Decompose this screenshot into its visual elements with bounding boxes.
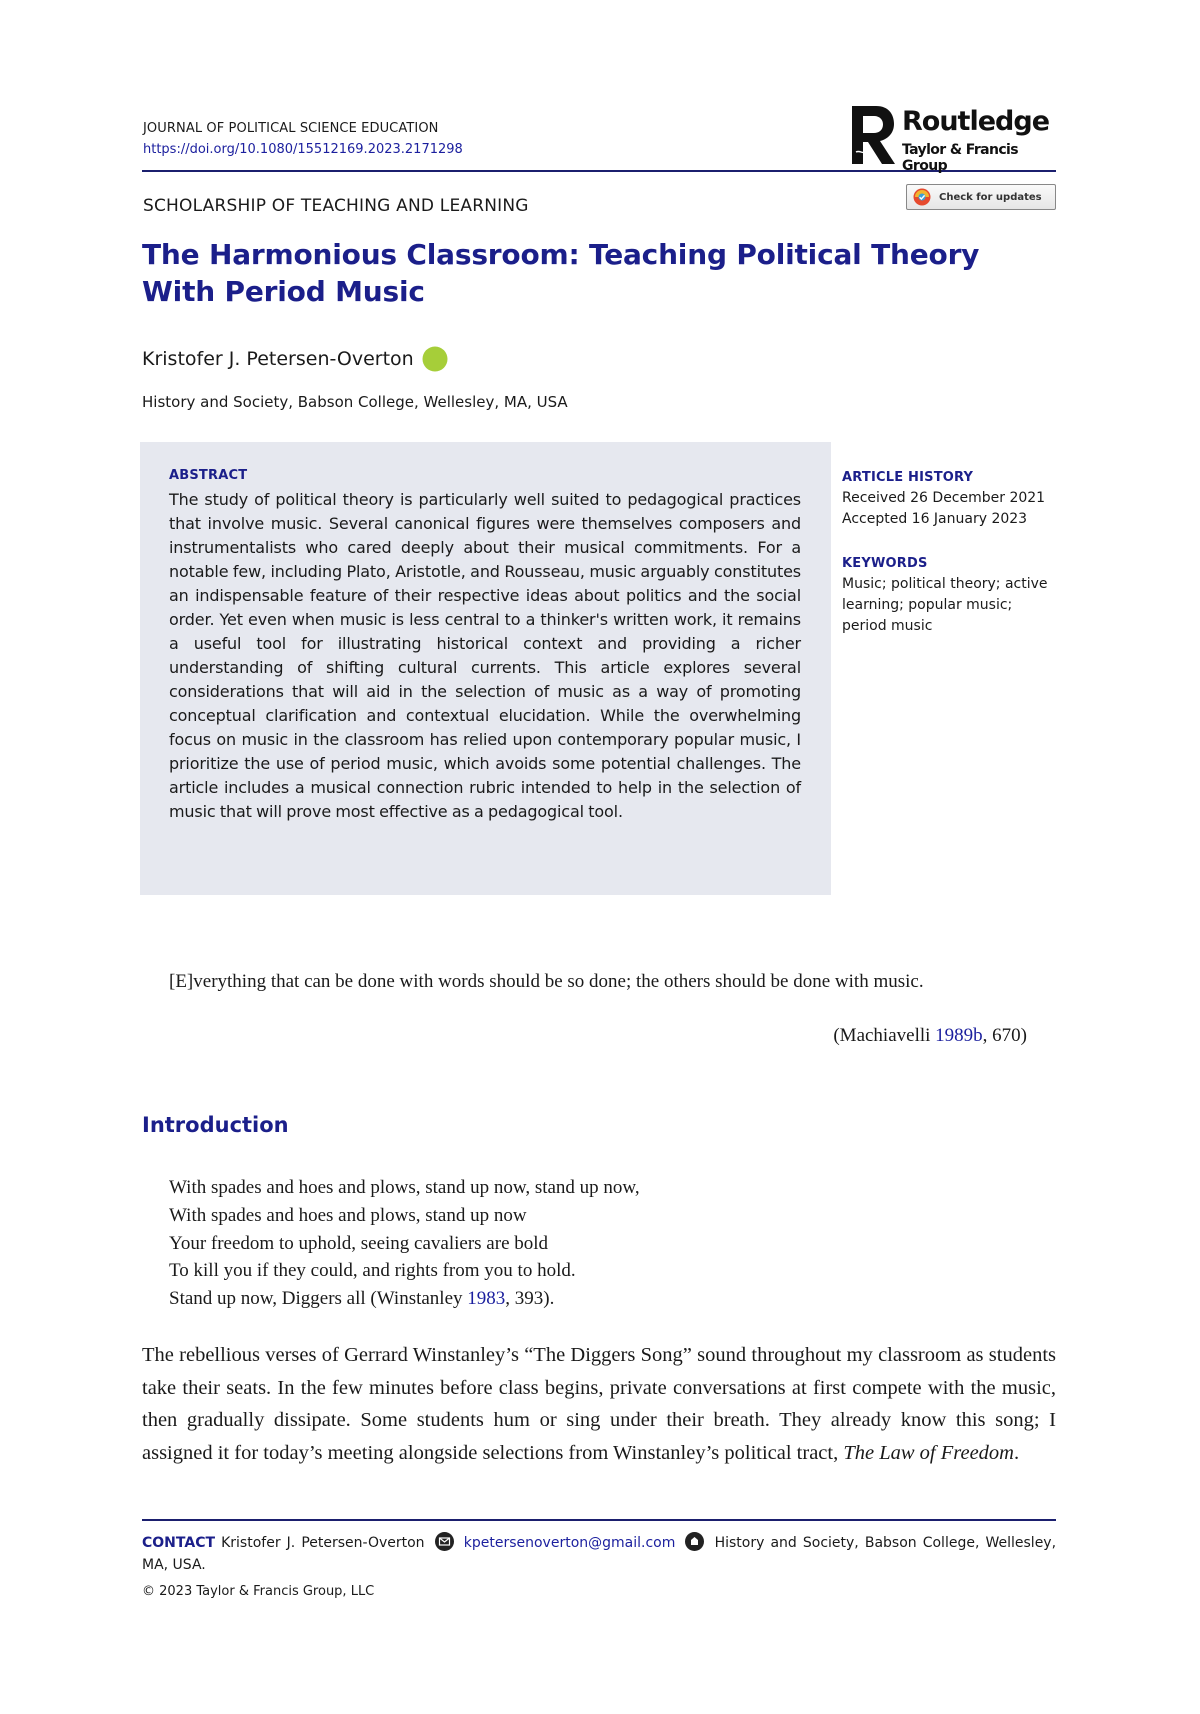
contact-address: History and Society, Babson College, Wellesley, MA, USA. (142, 1535, 1057, 1573)
paragraph-text: The rebellious verses of Gerrard Winstanley’s “The Diggers Song” sound throughout my classroom as students take their seats. In the few minutes before class begins, private conversations at first compete with the music, then gradually dissipate. Some students hum or sing under their breath. They already know this song; I assigned it for today’s meeting alongside selections from Winstanley’s political tract, (142, 1344, 1056, 1464)
citation-link[interactable]: 1983 (467, 1288, 506, 1310)
address-icon (685, 1532, 704, 1551)
publisher-name: Routledge (902, 106, 1050, 137)
copyright: © 2023 Taylor & Francis Group, LLC (142, 1584, 375, 1599)
verse-line (169, 1285, 640, 1313)
keywords-heading: KEYWORDS (842, 556, 928, 571)
verse-text: Stand up now, Diggers all (Winstanley (169, 1288, 468, 1310)
contact-info (142, 1532, 1056, 1576)
accepted-date: Accepted 16 January 2023 (842, 511, 1028, 527)
author-name: Kristofer J. Petersen-Overton (142, 348, 414, 370)
check-updates-label: Check for updates (939, 191, 1042, 203)
keywords-list: Music; political theory; active learning; popular music; period music (842, 576, 1048, 634)
verse-line: To kill you if they could, and rights from you to hold. (169, 1260, 576, 1282)
body-paragraph (142, 1339, 1056, 1469)
article-history (842, 488, 1062, 530)
citation-text: (Machiavelli (833, 1025, 936, 1046)
verse-quote (169, 1174, 640, 1313)
epigraph-citation (669, 1025, 1027, 1047)
verse-text: , 393). (505, 1288, 555, 1310)
epigraph-quote: [E]verything that can be done with words should be so done; the others should be done with music. (169, 971, 924, 992)
verse-line: With spades and hoes and plows, stand up now (169, 1204, 527, 1226)
doi-link[interactable]: https://doi.org/10.1080/15512169.2023.2171298 (143, 142, 463, 157)
verse-line: With spades and hoes and plows, stand up now, stand up now, (169, 1177, 640, 1198)
publisher-group: Taylor & Francis Group (902, 142, 1018, 174)
book-title: The Law of Freedom (843, 1441, 1014, 1464)
article-history-heading: ARTICLE HISTORY (842, 470, 974, 485)
footer-rule (142, 1519, 1056, 1521)
article-title: The Harmonious Classroom: Teaching Political Theory With Period Music (142, 238, 980, 308)
contact-label: CONTACT (142, 1535, 216, 1551)
check-updates-button[interactable] (906, 184, 1056, 210)
author-line (142, 346, 448, 372)
abstract-text: The study of political theory is particularly well suited to pedagogical practices that involve music. Several canonical figures were themselves composers and instrumentalists who cared deeply about their musical commitments. For a notable few, including Plato, Aristotle, and Rousseau, music arguably constitutes an indispensable feature of their respective ideas about politics and the social order. Yet even when music is less central to a thinker's written work, it remains a useful tool for illustrating historical context and providing a richer understanding of shifting cultural currents. This article explores several considerations that will aid in the selection of music as a way of promoting conceptual clarification and contextual elucidation. While the overwhelming focus on music in the classroom has relied upon contemporary popular music, I prioritize the use of period music, which avoids some potential challenges. The article includes a musical connection rubric intended to help in the selection of music that will prove most effective as a pedagogical tool. (169, 490, 801, 821)
contact-name: Kristofer J. Petersen-Overton (221, 1535, 425, 1551)
article-type: SCHOLARSHIP OF TEACHING AND LEARNING (143, 196, 529, 216)
abstract-heading: ABSTRACT (169, 468, 248, 483)
citation-text: , 670) (982, 1025, 1027, 1046)
paragraph-text: . (1013, 1441, 1020, 1464)
received-date: Received 26 December 2021 (842, 490, 1046, 506)
citation-link[interactable]: 1989b (935, 1025, 983, 1046)
journal-name: JOURNAL OF POLITICAL SCIENCE EDUCATION (143, 121, 439, 136)
publisher-logo (846, 102, 1058, 174)
author-affiliation: History and Society, Babson College, Wellesley, MA, USA (142, 393, 568, 411)
email-link[interactable]: kpetersenoverton@gmail.com (463, 1535, 676, 1551)
email-icon (435, 1532, 454, 1551)
orcid-icon[interactable] (422, 346, 448, 372)
section-heading-introduction: Introduction (142, 1113, 289, 1137)
crossmark-icon (913, 188, 931, 206)
verse-line: Your freedom to uphold, seeing cavaliers are bold (169, 1232, 549, 1254)
routledge-r-icon (846, 102, 898, 166)
